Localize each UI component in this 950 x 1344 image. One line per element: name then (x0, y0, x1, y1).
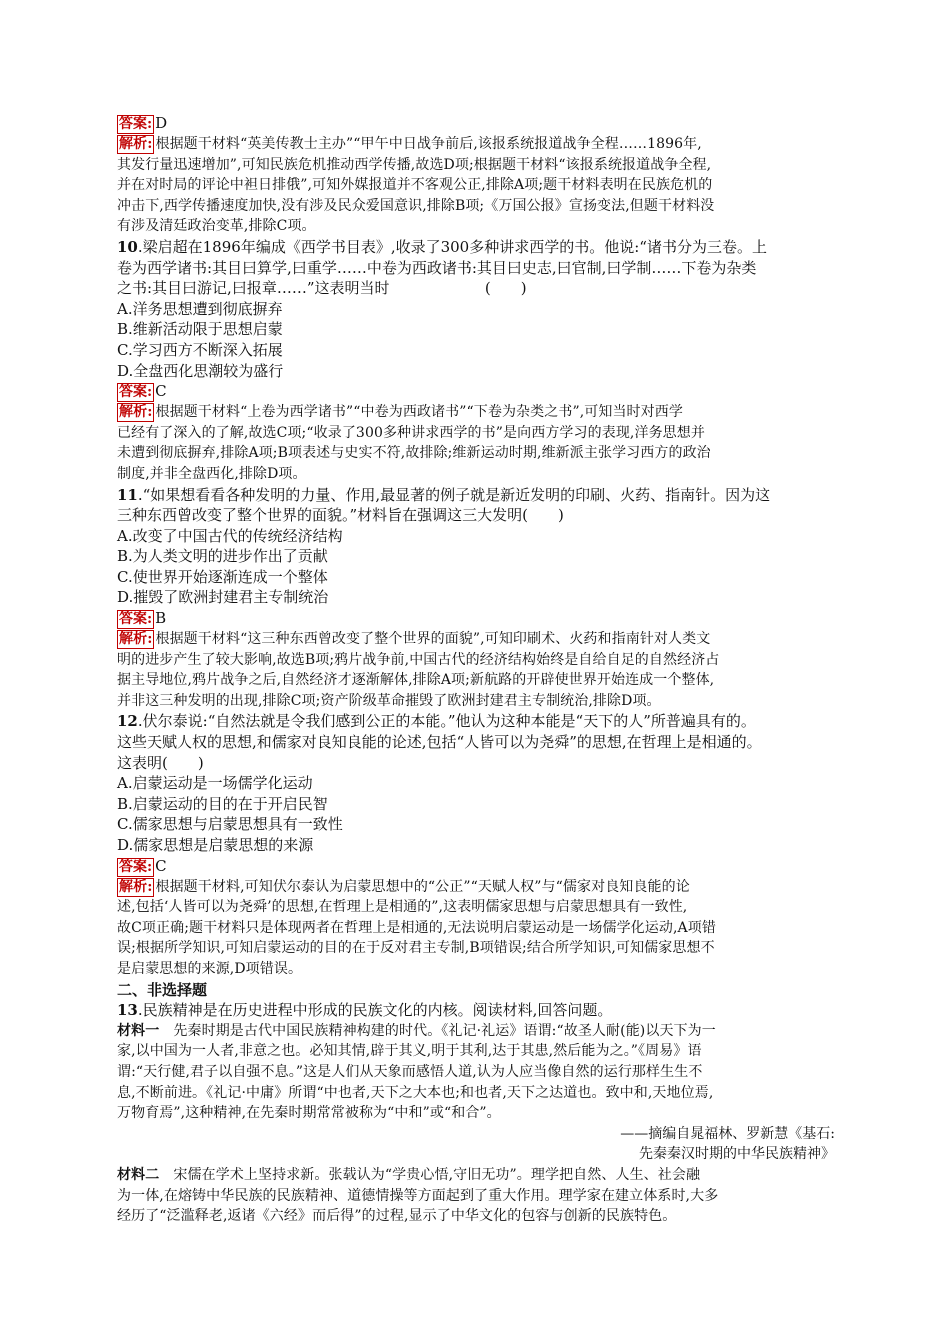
question-number: 11 (117, 485, 138, 504)
material-1-label: 材料一 (117, 1022, 160, 1039)
q12-analysis-line: 是启蒙思想的来源,D项错误。 (117, 960, 303, 977)
q10-answer-line (117, 381, 835, 402)
q9-answer-line (117, 113, 835, 134)
document-page (117, 113, 835, 1227)
q10-option: D.全盘西化思潮较为盛行 (117, 361, 284, 380)
q11-option: B.为人类文明的进步作出了贡献 (117, 547, 328, 566)
material-1-source: 先秦秦汉时期的中华民族精神》 (639, 1146, 835, 1163)
q10-analysis-line: 制度,并非全盘西化,排除D项。 (117, 465, 307, 482)
question-number: 13 (117, 1001, 138, 1020)
q12-stem-line: 12.伏尔泰说:“自然法就是令我们感到公正的本能。”他认为这种本能是“天下的人”所普遍具有的。 (117, 712, 756, 731)
q12-answer: C (155, 856, 167, 875)
section-heading: 二、非选择题 (117, 980, 208, 999)
material-1-line: 谓:“天行健,君子以自强不息。”这是人们从天象而感悟人道,认为人应当像自然的运行那样生生不 (117, 1063, 703, 1080)
q10-answer: C (155, 382, 167, 401)
q10-analysis-line: 已经有了深入的了解,故选C项;“收录了300多种讲求西学的书”是向西方学习的表现,洋务思想并 (117, 424, 705, 441)
q12-analysis-line: 误;根据所学知识,可知启蒙运动的目的在于反对君主专制,B项错误;结合所学知识,可知儒家思想不 (117, 940, 715, 957)
q11-analysis-line: 解析: 根据题干材料“这三种东西曾改变了整个世界的面貌”,可知印刷术、火药和指南针对人类文 (119, 631, 711, 648)
q10-option: B.维新活动限于思想启蒙 (117, 320, 283, 339)
q11-answer: B (155, 609, 167, 628)
q11-option: D.摧毁了欧洲封建君主专制统治 (117, 588, 329, 607)
q12-option: A.启蒙运动是一场儒学化运动 (117, 774, 313, 793)
q10-option: A.洋务思想遭到彻底摒弃 (117, 299, 283, 318)
q12-analysis-line: 解析: 根据题干材料,可知伏尔泰认为启蒙思想中的“公正”“天赋人权”与“儒家对良知良能的论 (119, 878, 690, 895)
q9-analysis-line: 并在对时局的评论中袒日排俄”,可知外媒报道并不客观公正,排除A项;题干材料表明在民族危机的 (117, 177, 713, 194)
q9-analysis-line: 冲击下,西学传播速度加快,没有涉及民众爱国意识,排除B项;《万国公报》宣扬变法,但题干材料没 (117, 197, 715, 214)
q12-answer-line (117, 856, 835, 877)
analysis-tag: 解析: (119, 136, 153, 152)
material-2-line: 为一体,在熔铸中华民族的民族精神、道德情操等方面起到了重大作用。理学家在建立体系时,大多 (117, 1187, 719, 1204)
q11-stem-line: 三种东西曾改变了整个世界的面貌。”材料旨在强调这三大发明( ) (117, 506, 564, 525)
q10-stem-line: 10.梁启超在1896年编成《西学书目表》,收录了300多种讲求西学的书。他说:“诸书分为三卷。上 (117, 237, 767, 256)
q10-stem-line: 之书:其目曰游记,曰报章……”这表明当时 ( ) (117, 279, 527, 298)
q12-option: B.启蒙运动的目的在于开启民智 (117, 794, 328, 813)
material-1-line: 息,不断前进。《礼记·中庸》所谓“中也者,天下之大本也;和也者,天下之达道也。致中和,天地位焉, (117, 1084, 714, 1101)
q10-analysis-line: 未遭到彻底摒弃,排除A项;B项表述与史实不符,故排除;维新运动时期,维新派主张学习西方的政治 (117, 445, 711, 462)
q9-analysis-line: 解析: 根据题干材料“英美传教士主办”“甲午中日战争前后,该报系统报道战争全程……1896年, (119, 136, 702, 152)
material-1-source: ——摘编自晁福林、罗新慧《基石: (620, 1125, 835, 1142)
q9-analysis-line: 有涉及清廷政治变革,排除C项。 (117, 218, 316, 235)
q10-analysis-line: 解析: 根据题干材料“上卷为西学诸书”“中卷为西政诸书”“下卷为杂类之书”,可知当时对西学 (119, 404, 683, 421)
material-2-line: 经历了“泛滥释老,返诸《六经》而后得”的过程,显示了中华文化的包容与创新的民族特色。 (117, 1208, 677, 1225)
q9-analysis-line: 其发行量迅速增加”,可知民族危机推动西学传播,故选D项;根据题干材料“该报系统报道战争全程, (117, 156, 712, 173)
q12-analysis-line: 述,包括‘人皆可以为尧舜’的思想,在哲理上是相通的”,这表明儒家思想与启蒙思想具有一致性, (117, 899, 688, 916)
analysis-tag: 解析: (119, 404, 153, 421)
answer-tag: 答案: (119, 116, 153, 132)
q10-option: C.学习西方不断深入拓展 (117, 340, 283, 359)
q11-analysis-line: 明的进步产生了较大影响,故选B项;鸦片战争前,中国古代的经济结构始终是自给自足的自然经济占 (117, 651, 720, 668)
question-number: 10 (117, 237, 138, 256)
answer-tag: 答案: (119, 384, 153, 401)
q11-analysis-line: 并非这三种发明的出现,排除C项;资产阶级革命摧毁了欧洲封建君主专制统治,排除D项。 (117, 692, 661, 709)
answer-tag: 答案: (119, 858, 153, 875)
answer-tag: 答案: (119, 611, 153, 628)
material-1-line: 万物育焉”,这种精神,在先秦时期常常被称为“中和”或“和合”。 (117, 1105, 501, 1122)
q11-option: C.使世界开始逐渐连成一个整体 (117, 567, 328, 586)
q13-stem: 13.民族精神是在历史进程中形成的民族文化的内核。阅读材料,回答问题。 (117, 1001, 613, 1020)
material-2-line: 材料二 宋儒在学术上坚持求新。张载认为“学贵心悟,守旧无功”。理学把自然、人生、社会融 (117, 1166, 701, 1183)
q12-analysis-line: 故C项正确;题干材料只是体现两者在哲理上是相通的,无法说明启蒙运动是一场儒学化运动,A项错 (117, 919, 716, 936)
q11-stem-line: 11.“如果想看看各种发明的力量、作用,最显著的例子就是新近发明的印刷、火药、指南针。因为这 (117, 485, 771, 504)
q12-option: C.儒家思想与启蒙思想具有一致性 (117, 815, 343, 834)
material-1-line: 家,以中国为一人者,非意之也。必知其情,辟于其义,明于其利,达于其患,然后能为之。”《周易》语 (117, 1043, 702, 1060)
q12-stem-line: 这些天赋人权的思想,和儒家对良知良能的论述,包括“人皆可以为尧舜”的思想,在哲理上是相通的。 (117, 733, 762, 752)
material-2-label: 材料二 (117, 1166, 160, 1183)
question-number: 12 (117, 712, 138, 731)
analysis-tag: 解析: (119, 878, 153, 895)
q9-answer: D (155, 114, 168, 132)
q10-stem-line: 卷为西学诸书:其目曰算学,曰重学……中卷为西政诸书:其目曰史志,曰官制,曰学制……下卷为杂类 (117, 258, 757, 277)
analysis-tag: 解析: (119, 631, 153, 648)
q12-stem-line: 这表明( ) (117, 753, 204, 772)
q11-option: A.改变了中国古代的传统经济结构 (117, 526, 343, 545)
q11-analysis-line: 据主导地位,鸦片战争之后,自然经济才逐渐解体,排除A项;新航路的开辟使世界开始连成一个整体, (117, 672, 715, 689)
material-1-line: 材料一 先秦时期是古代中国民族精神构建的时代。《礼记·礼运》语谓:“故圣人耐(能)以天下为一 (117, 1022, 716, 1039)
q11-answer-line (117, 608, 835, 629)
q12-option: D.儒家思想是启蒙思想的来源 (117, 836, 314, 854)
